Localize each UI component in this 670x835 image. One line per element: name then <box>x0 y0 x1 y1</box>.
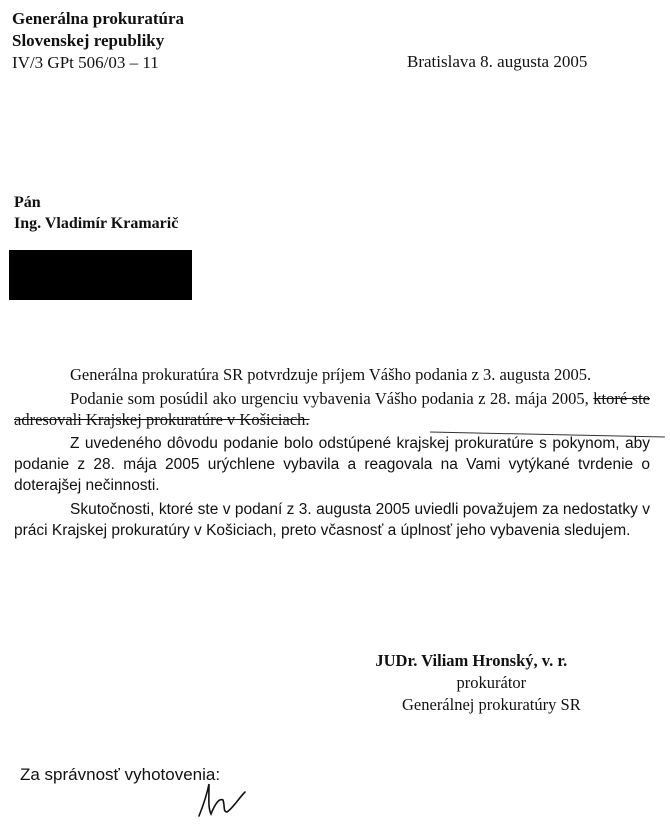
recipient-salutation: Pán <box>14 194 41 211</box>
signature-block <box>362 650 581 716</box>
handwritten-signature-icon <box>195 778 255 823</box>
signatory-organization: Generálnej prokuratúry SR <box>402 695 581 714</box>
paragraph-1: Generálna prokuratúra SR potvrdzuje príjem Vášho podania z 3. augusta 2005. <box>70 365 592 384</box>
recipient-block <box>14 192 178 234</box>
org-name-line2: Slovenskej republiky <box>12 31 165 50</box>
signatory-name: JUDr. Viliam Hronský, v. r. <box>375 651 568 670</box>
paragraph-2-text: Podanie som posúdil ako urgenciu vybavenia Vášho podania z 28. mája 2005, <box>70 389 594 408</box>
verification-label: Za správnosť vyhotovenia: <box>20 765 221 784</box>
paragraph-4: Skutočnosti, ktoré ste v podaní z 3. augusta 2005 uviedli považujem za nedostatky v práci Krajskej prokuratúry v Košiciach, preto včasnosť a úplnosť jeho vybavenia sledujem. <box>14 501 650 539</box>
recipient-name: Ing. Vladimír Kramarič <box>14 215 179 232</box>
paragraph-3: Z uvedeného dôvodu podanie bolo odstúpené krajskej prokuratúre s pokynom, aby podanie z 28. mája 2005 urýchlene vybavila a reagovala na Vami vytýkané tvrdenie o doterajšej nečinnosti. <box>14 435 650 494</box>
letter-header <box>12 8 184 74</box>
redacted-address-block <box>9 250 192 300</box>
signatory-title: prokurátor <box>456 673 527 692</box>
letter-body <box>14 364 650 544</box>
paragraph-2-struck-text: ktoré ste adresovali Krajskej prokuratúre v Košiciach. <box>14 389 651 429</box>
letter-date: Bratislava 8. augusta 2005 <box>407 52 588 71</box>
reference-number: IV/3 GPt 506/03 – 11 <box>12 53 159 72</box>
org-name-line1: Generálna prokuratúra <box>12 9 185 28</box>
paragraph-2 <box>14 388 650 430</box>
